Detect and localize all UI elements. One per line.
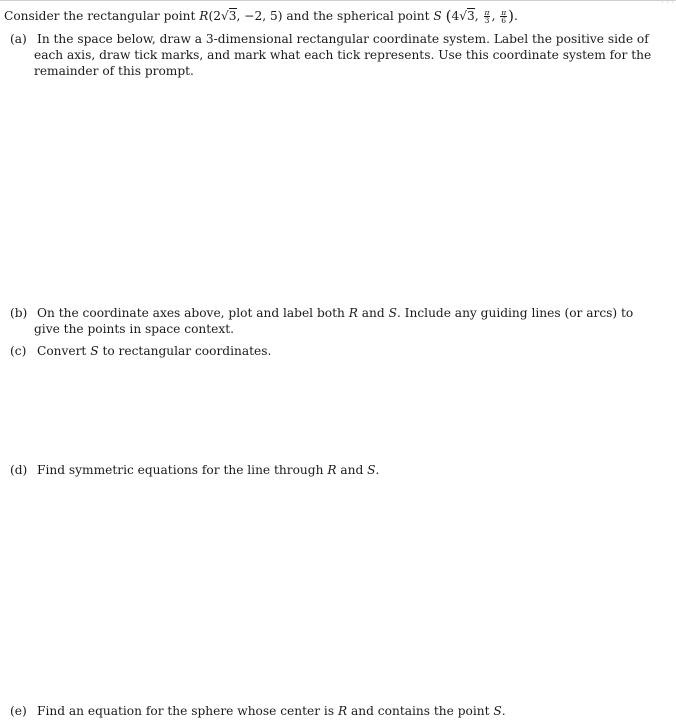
part-a-line-1 [10,31,649,47]
part-c-line: (c) Convert S to rectangular coordinates. [10,344,272,358]
fraction-pi-over-3: $\frac{\pi}{3}$ [484,8,490,25]
part-e-r: R [337,704,348,718]
point-r-rest: , −2, 5) [236,9,283,23]
part-d-label: (d) [10,463,28,477]
corner-mark: · · · [661,0,674,7]
intro-prefix: Consider the rectangular point [4,9,200,23]
part-b-label: (b) [10,306,28,320]
fraction-pi-over-6: $\frac{\pi}{6}$ [501,8,507,25]
part-d-line: (d) Find symmetric equations for the line through R and S. [10,463,380,477]
part-d-s: S [367,463,376,477]
point-r-open: (2 [208,9,221,23]
point-r-sqrt: √3 [220,9,237,23]
part-b-line-1: (b) On the coordinate axes above, plot and label both R and S. Include any guiding lines (or arcs) to [10,306,634,320]
part-a-line-2: each axis, draw tick marks, and mark what each tick represents. Use this coordinate system for the [34,48,652,62]
point-s-name: S [433,9,442,23]
page-top-border [0,0,676,1]
point-s-sqrt: √3 [459,9,475,23]
part-e-label: (e) [10,704,27,718]
intro-middle: and the spherical point [282,9,434,23]
part-a-text-1: In the space below, draw a 3-dimensional rectangular coordinate system. Label the positive side of [37,32,649,46]
intro-line: Consider the rectangular point R(2√3, −2, 5) and the spherical point S (4√3, $\frac{\pi}{3}$ , $\frac{\pi}{6}$ ). [4,7,518,25]
part-e-s: S [493,704,502,718]
point-s-close: ) [508,7,515,25]
part-d-r: R [327,463,337,477]
part-e-line: (e) Find an equation for the sphere whose center is R and contains the point S. [10,704,506,718]
point-s-open: ( [445,7,452,25]
part-b-s: S [388,306,397,320]
part-b-line-2: give the points in space context. [34,322,235,336]
part-a-line-3: remainder of this prompt. [34,64,194,78]
point-r-name: R [199,9,209,23]
point-s-four: 4 [451,9,460,23]
part-b-r: R [348,306,358,320]
part-c-s: S [90,344,99,358]
part-a-label: (a) [10,32,27,46]
part-c-label: (c) [10,344,27,358]
